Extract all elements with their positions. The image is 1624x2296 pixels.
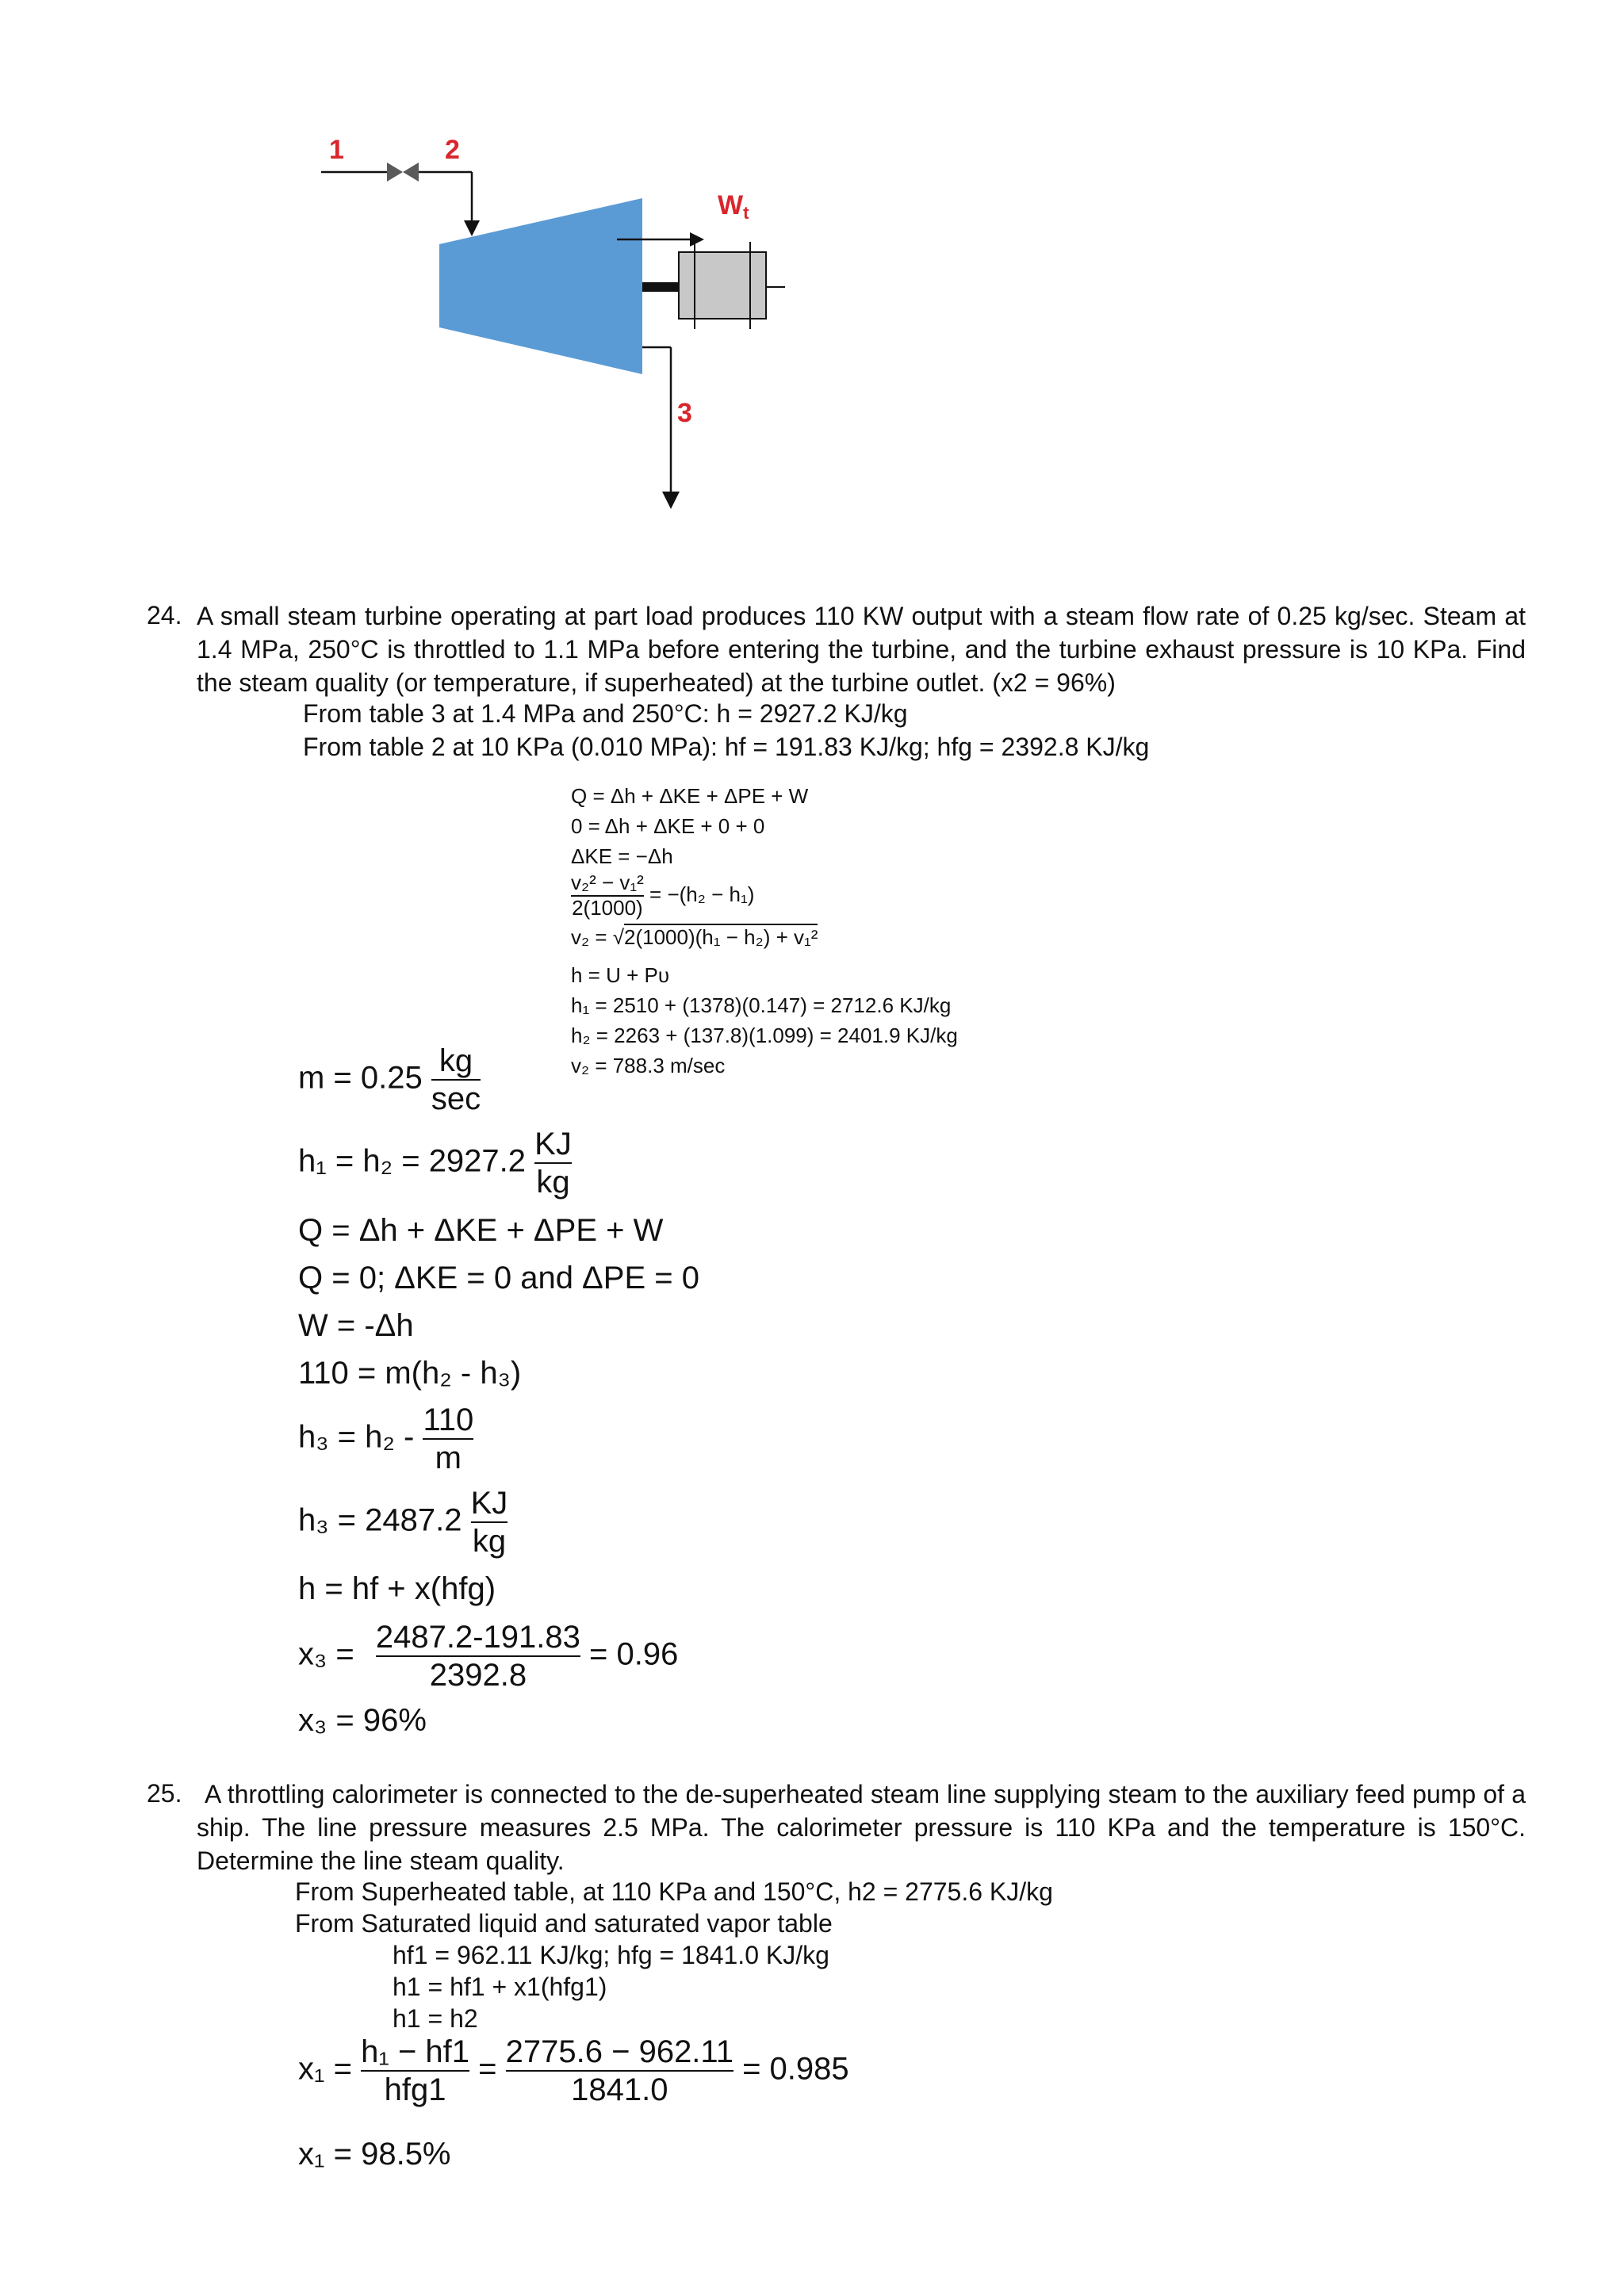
problem-25-given-1: From Superheated table, at 110 KPa and 150°C, h2 = 2775.6 KJ/kg (295, 1877, 1053, 1906)
eq-zeros: Q = 0; ΔKE = 0 and ΔPE = 0 (298, 1261, 699, 1295)
small-equations (571, 781, 958, 1081)
work-arrow (690, 232, 704, 247)
problem-25-given-3: hf1 = 962.11 KJ/kg; hfg = 1841.0 KJ/kg (393, 1941, 829, 1969)
small-eq-1: Q = Δh + ΔKE + ΔPE + W (571, 784, 809, 808)
sqrt-icon: √ (612, 925, 625, 949)
eq-x3: x₃ = $\frac{2487.2-191.83}{2392.8}$ = 0.96 (298, 1620, 679, 1693)
small-eq-8: h₂ = 2263 + (137.8)(1.099) = 2401.9 KJ/kg (571, 1024, 958, 1047)
eq-work: W = -Δh (298, 1308, 414, 1343)
state-2-label: 2 (445, 135, 460, 165)
problem-25-number: 25. (147, 1779, 182, 1808)
small-eq-9: v₂ = 788.3 m/sec (571, 1054, 726, 1077)
eq-work-2: 110 = m(h₂ - h₃) (298, 1356, 522, 1391)
small-eq-7: h₁ = 2510 + (1378)(0.147) = 2712.6 KJ/kg (571, 993, 952, 1017)
problem-25-text: A throttling calorimeter is connected to the de-superheated steam line supplying steam to the auxiliary feed pump of a ship. The line pressure measures 2.5 MPa. The calorimeter pressure is 110 KPa and the temperature is 150°C. Determine the line steam quality. (197, 1780, 1526, 1875)
small-eq-3: ΔKE = −Δh (571, 844, 673, 868)
problem-24-given-1: From table 3 at 1.4 MPa and 250°C: h = 2927.2 KJ/kg (303, 699, 908, 728)
eq-x3-percent: x₃ = 96% (298, 1703, 427, 1738)
exhaust-arrow (662, 492, 680, 509)
turbine-diagram (301, 119, 809, 523)
problem-25-given-5: h1 = h2 (393, 2004, 478, 2033)
eq-h-general: h = hf + x(hfg) (298, 1571, 496, 1606)
shaft (642, 282, 679, 292)
state-3-label: 3 (677, 398, 692, 428)
small-eq-2: 0 = Δh + ΔKE + 0 + 0 (571, 814, 765, 838)
problem-24-number: 24. (147, 601, 182, 629)
eq-h1-h2: h₁ = h₂ = 2927.2 $\frac{KJ}{kg}$ (298, 1127, 572, 1200)
problem-24-text: A small steam turbine operating at part load produces 110 KW output with a steam flow rate of 0.25 kg/sec. Steam at 1.4 MPa, 250°C is throttled to 1.1 MPa before entering the turbine, and the turbine exhaust pressure is 10 KPa. Find the steam quality (or temperature, if superheated) at the turbine outlet. (x2 = 96%) (197, 602, 1526, 697)
eq-mass-flow: m = 0.25 $\frac{kg}{\sec}$ (298, 1043, 481, 1116)
throttle-valve (387, 163, 403, 182)
problem-25-given-4: h1 = hf1 + x1(hfg1) (393, 1973, 607, 2001)
eq-energy: Q = Δh + ΔKE + ΔPE + W (298, 1213, 664, 1248)
state-1-label: 1 (329, 135, 344, 165)
eq-x1: x₁ = $\frac{\text{h₁ − hf1}}{\text{hfg1}}$ = $\frac{2775.6 - 962.11}{1841.0}$ = 0.985 (298, 2034, 849, 2107)
problem-24-given-2: From table 2 at 10 KPa (0.010 MPa): hf = 191.83 KJ/kg; hfg = 2392.8 KJ/kg (303, 733, 1150, 761)
small-eq-6: h = U + Pυ (571, 963, 670, 987)
problem-25-given-2: From Saturated liquid and saturated vapor table (295, 1909, 833, 1938)
work-label: Wt (718, 190, 749, 223)
small-eq-4: $\frac{\text{v₂² − v₁²}}{2(1000)}$ = −(h₂ − h₁) (571, 871, 755, 920)
eq-h3: h₃ = h₂ - $\frac{110}{m}$ (298, 1402, 474, 1475)
eq-x1-percent: x₁ = 98.5% (298, 2137, 451, 2172)
eq-h3-value: h₃ = 2487.2 $\frac{KJ}{kg}$ (298, 1486, 508, 1559)
small-eq-5: v₂ = √2(1000)(h₁ − h₂) + v₁² (571, 925, 818, 949)
generator (679, 252, 766, 319)
inlet-arrow (464, 220, 480, 236)
